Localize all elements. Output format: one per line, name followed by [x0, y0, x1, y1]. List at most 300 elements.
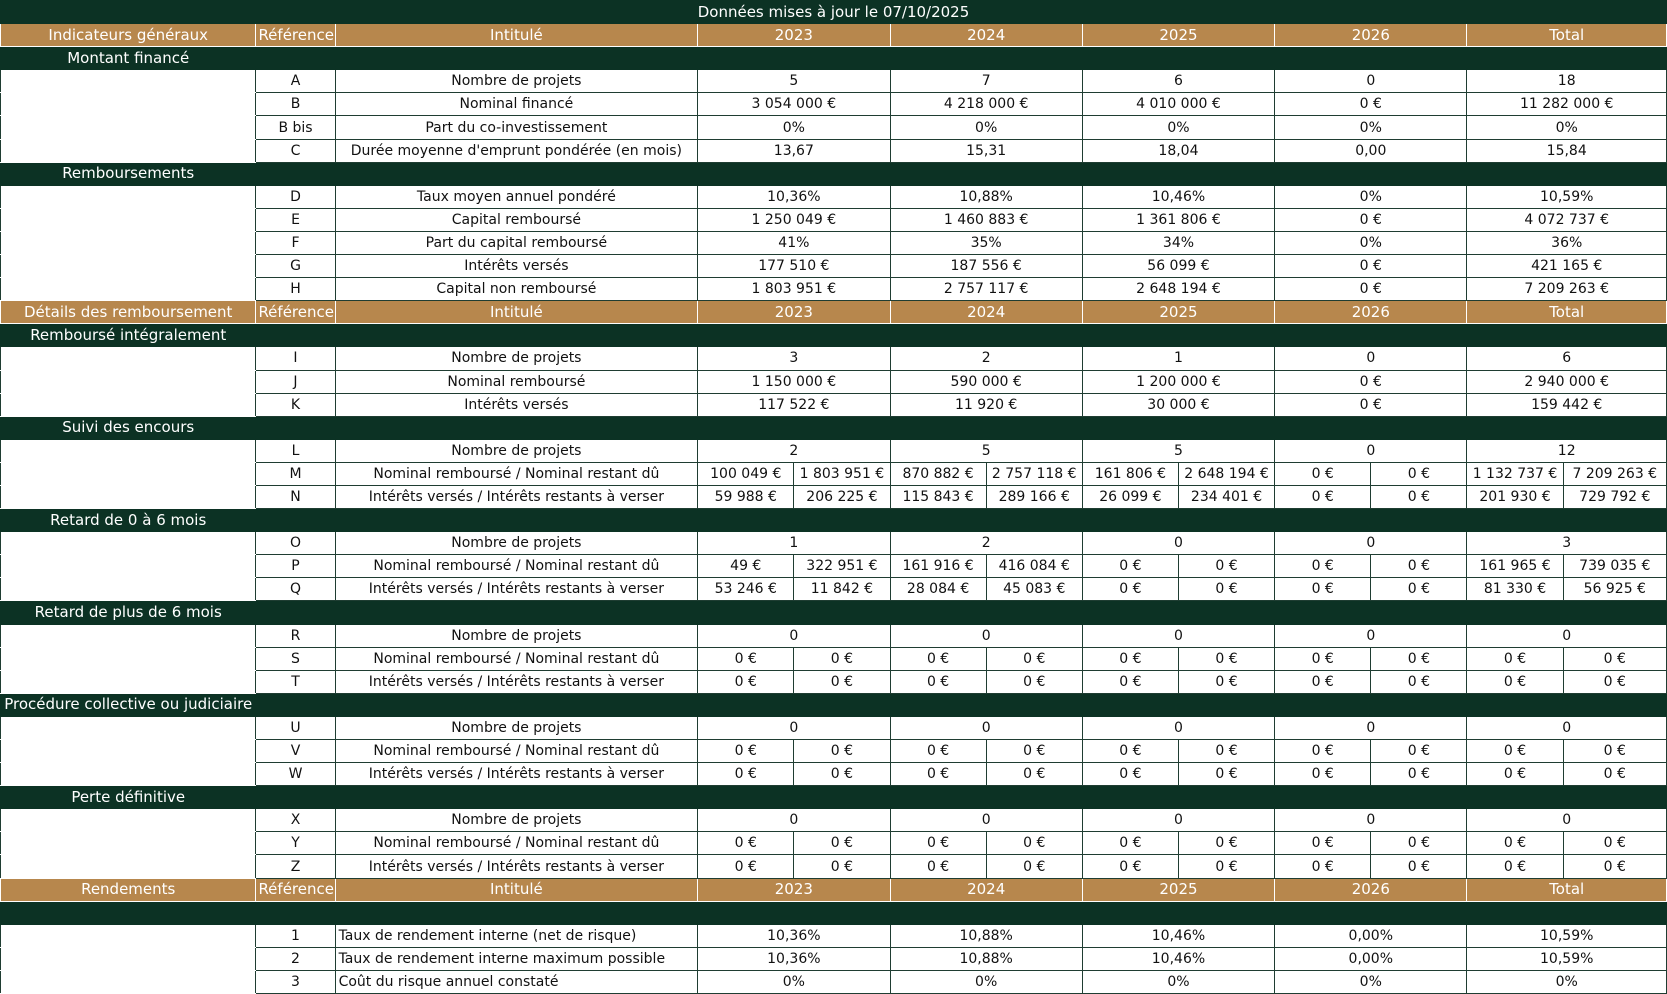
value-cell: 0 € — [1371, 740, 1467, 763]
value-cell: 0 € — [1275, 393, 1467, 416]
table-row — [1, 532, 1667, 555]
section-row — [1, 693, 1667, 716]
row-reference: R — [256, 624, 335, 647]
row-label: Part du co-investissement — [335, 116, 698, 139]
row-reference: S — [256, 647, 335, 670]
table-row — [1, 185, 1667, 208]
year-header: Total — [1467, 24, 1667, 47]
section-title: Remboursements — [1, 162, 256, 185]
table-row — [1, 370, 1667, 393]
value-cell: 0,00% — [1275, 924, 1467, 947]
row-reference: 1 — [256, 924, 335, 947]
page-title: Données mises à jour le 07/10/2025 — [1, 1, 1667, 24]
label-header: Intitulé — [335, 878, 698, 901]
block-header: Détails des remboursement — [1, 301, 256, 324]
value-cell: 0 — [890, 624, 1082, 647]
table-row — [1, 393, 1667, 416]
row-label: Coût du risque annuel constaté — [335, 970, 698, 993]
value-cell: 3 — [1467, 532, 1667, 555]
row-label: Nombre de projets — [335, 347, 698, 370]
row-label: Taux moyen annuel pondéré — [335, 185, 698, 208]
value-cell: 7 209 263 € — [1563, 462, 1666, 485]
year-header: Total — [1467, 301, 1667, 324]
value-cell: 0 € — [1178, 855, 1274, 878]
value-cell: 7 209 263 € — [1467, 278, 1667, 301]
value-cell: 0 — [1467, 624, 1667, 647]
row-spacer — [1, 832, 256, 855]
value-cell: 30 000 € — [1082, 393, 1274, 416]
value-cell: 15,31 — [890, 139, 1082, 162]
row-reference: Z — [256, 855, 335, 878]
header-row — [1, 878, 1667, 901]
value-cell: 0 — [1082, 624, 1274, 647]
value-cell: 0 € — [698, 670, 794, 693]
value-cell: 0 € — [794, 855, 890, 878]
value-cell: 1 803 951 € — [794, 462, 890, 485]
value-cell: 35% — [890, 231, 1082, 254]
section-row — [1, 509, 1667, 532]
value-cell: 0 — [1275, 532, 1467, 555]
table-row — [1, 578, 1667, 601]
value-cell: 0 — [698, 809, 890, 832]
value-cell: 2 — [890, 532, 1082, 555]
table-row — [1, 231, 1667, 254]
value-cell: 41% — [698, 231, 890, 254]
section-band — [256, 693, 1667, 716]
value-cell: 0 € — [1082, 670, 1178, 693]
row-label: Intérêts versés / Intérêts restants à verser — [335, 670, 698, 693]
value-cell: 7 — [890, 70, 1082, 93]
value-cell: 0 — [1275, 716, 1467, 739]
value-cell: 100 049 € — [698, 462, 794, 485]
table-row — [1, 763, 1667, 786]
table-row — [1, 70, 1667, 93]
value-cell: 59 988 € — [698, 485, 794, 508]
section-band — [256, 786, 1667, 809]
value-cell: 0 € — [1371, 462, 1467, 485]
label-header: Intitulé — [335, 24, 698, 47]
value-cell: 0 € — [1178, 832, 1274, 855]
section-title — [1, 901, 256, 924]
value-cell: 729 792 € — [1563, 485, 1666, 508]
section-row — [1, 47, 1667, 70]
value-cell: 0 € — [1371, 555, 1467, 578]
value-cell: 0 € — [1178, 763, 1274, 786]
value-cell: 0% — [1082, 116, 1274, 139]
value-cell: 0 — [1082, 716, 1274, 739]
section-row — [1, 416, 1667, 439]
value-cell: 1 803 951 € — [698, 278, 890, 301]
row-spacer — [1, 139, 256, 162]
section-band — [256, 324, 1667, 347]
value-cell: 0 € — [794, 740, 890, 763]
row-reference: J — [256, 370, 335, 393]
table-row — [1, 855, 1667, 878]
value-cell: 45 083 € — [986, 578, 1082, 601]
section-title: Remboursé intégralement — [1, 324, 256, 347]
value-cell: 0 — [1467, 809, 1667, 832]
year-header: 2025 — [1082, 878, 1274, 901]
row-label: Intérêts versés / Intérêts restants à verser — [335, 855, 698, 878]
value-cell: 289 166 € — [986, 485, 1082, 508]
value-cell: 0,00% — [1275, 947, 1467, 970]
value-cell: 0 € — [1275, 485, 1371, 508]
value-cell: 0 € — [1178, 740, 1274, 763]
value-cell: 0 € — [890, 763, 986, 786]
value-cell: 0 € — [1082, 647, 1178, 670]
row-label: Intérêts versés / Intérêts restants à verser — [335, 763, 698, 786]
row-reference: U — [256, 716, 335, 739]
value-cell: 0 € — [986, 670, 1082, 693]
value-cell: 0 € — [794, 647, 890, 670]
value-cell: 3 — [698, 347, 890, 370]
value-cell: 0 — [890, 809, 1082, 832]
value-cell: 590 000 € — [890, 370, 1082, 393]
year-header: 2026 — [1275, 301, 1467, 324]
value-cell: 0 — [1082, 532, 1274, 555]
value-cell: 0 — [1275, 347, 1467, 370]
value-cell: 10,36% — [698, 185, 890, 208]
value-cell: 10,59% — [1467, 185, 1667, 208]
value-cell: 870 882 € — [890, 462, 986, 485]
value-cell: 0 € — [1178, 555, 1274, 578]
value-cell: 0 € — [1371, 763, 1467, 786]
table-row — [1, 116, 1667, 139]
row-label: Nominal remboursé — [335, 370, 698, 393]
section-band — [256, 416, 1667, 439]
value-cell: 0 € — [1275, 255, 1467, 278]
value-cell: 0 € — [794, 763, 890, 786]
table-row — [1, 716, 1667, 739]
row-spacer — [1, 855, 256, 878]
row-reference: B — [256, 93, 335, 116]
value-cell: 161 965 € — [1467, 555, 1563, 578]
ref-header: Référence — [256, 24, 335, 47]
value-cell: 0% — [1275, 970, 1467, 993]
row-spacer — [1, 255, 256, 278]
row-label: Nominal remboursé / Nominal restant dû — [335, 462, 698, 485]
value-cell: 0 € — [1467, 647, 1563, 670]
value-cell: 0 € — [698, 763, 794, 786]
value-cell: 161 916 € — [890, 555, 986, 578]
section-band — [256, 601, 1667, 624]
section-band — [256, 901, 1667, 924]
row-spacer — [1, 578, 256, 601]
row-reference: Y — [256, 832, 335, 855]
table-row — [1, 139, 1667, 162]
row-spacer — [1, 740, 256, 763]
value-cell: 0% — [1275, 185, 1467, 208]
value-cell: 0 € — [1467, 832, 1563, 855]
value-cell: 0 € — [890, 855, 986, 878]
value-cell: 0 € — [1082, 832, 1178, 855]
row-spacer — [1, 716, 256, 739]
value-cell: 0 € — [1082, 740, 1178, 763]
row-reference: H — [256, 278, 335, 301]
row-spacer — [1, 763, 256, 786]
value-cell: 0% — [698, 116, 890, 139]
value-cell: 0 € — [1371, 670, 1467, 693]
year-header: 2024 — [890, 301, 1082, 324]
section-title: Retard de plus de 6 mois — [1, 601, 256, 624]
row-spacer — [1, 947, 256, 970]
block-header: Rendements — [1, 878, 256, 901]
section-title: Perte définitive — [1, 786, 256, 809]
value-cell: 0 € — [1371, 647, 1467, 670]
row-reference: Q — [256, 578, 335, 601]
table-row — [1, 462, 1667, 485]
value-cell: 0 € — [1275, 462, 1371, 485]
row-label: Capital non remboursé — [335, 278, 698, 301]
value-cell: 0 € — [1275, 832, 1371, 855]
row-spacer — [1, 555, 256, 578]
value-cell: 0 € — [1178, 647, 1274, 670]
value-cell: 0% — [1275, 231, 1467, 254]
value-cell: 0 — [1082, 809, 1274, 832]
value-cell: 0 € — [1275, 578, 1371, 601]
row-spacer — [1, 670, 256, 693]
value-cell: 6 — [1082, 70, 1274, 93]
value-cell: 2 757 118 € — [986, 462, 1082, 485]
table-row — [1, 832, 1667, 855]
value-cell: 0 € — [1275, 93, 1467, 116]
section-title: Retard de 0 à 6 mois — [1, 509, 256, 532]
ref-header: Référence — [256, 878, 335, 901]
table-row — [1, 347, 1667, 370]
value-cell: 4 010 000 € — [1082, 93, 1274, 116]
value-cell: 26 099 € — [1082, 485, 1178, 508]
section-title: Procédure collective ou judiciaire — [1, 693, 256, 716]
value-cell: 0 € — [1275, 555, 1371, 578]
value-cell: 0 € — [1371, 578, 1467, 601]
row-label: Nombre de projets — [335, 70, 698, 93]
value-cell: 34% — [1082, 231, 1274, 254]
table-row — [1, 924, 1667, 947]
value-cell: 1 — [1082, 347, 1274, 370]
table-row — [1, 439, 1667, 462]
row-spacer — [1, 370, 256, 393]
table-row — [1, 208, 1667, 231]
section-row — [1, 324, 1667, 347]
row-reference: E — [256, 208, 335, 231]
value-cell: 10,36% — [698, 924, 890, 947]
row-reference: O — [256, 532, 335, 555]
value-cell: 161 806 € — [1082, 462, 1178, 485]
year-header: 2026 — [1275, 24, 1467, 47]
row-reference: C — [256, 139, 335, 162]
value-cell: 0 € — [1275, 647, 1371, 670]
table-row — [1, 93, 1667, 116]
row-reference: 2 — [256, 947, 335, 970]
table-row — [1, 740, 1667, 763]
row-spacer — [1, 439, 256, 462]
value-cell: 0% — [1467, 970, 1667, 993]
value-cell: 28 084 € — [890, 578, 986, 601]
value-cell: 0 € — [1275, 855, 1371, 878]
year-header: 2023 — [698, 301, 890, 324]
row-label: Nombre de projets — [335, 532, 698, 555]
value-cell: 0 € — [1563, 670, 1666, 693]
value-cell: 416 084 € — [986, 555, 1082, 578]
section-title: Montant financé — [1, 47, 256, 70]
value-cell: 0 € — [698, 855, 794, 878]
value-cell: 0 € — [890, 647, 986, 670]
value-cell: 2 648 194 € — [1178, 462, 1274, 485]
value-cell: 4 072 737 € — [1467, 208, 1667, 231]
value-cell: 0 € — [1275, 670, 1371, 693]
value-cell: 53 246 € — [698, 578, 794, 601]
value-cell: 10,46% — [1082, 947, 1274, 970]
row-reference: G — [256, 255, 335, 278]
section-band — [256, 47, 1667, 70]
value-cell: 0 € — [1467, 670, 1563, 693]
value-cell: 3 054 000 € — [698, 93, 890, 116]
value-cell: 0 — [698, 716, 890, 739]
year-header: 2023 — [698, 24, 890, 47]
value-cell: 0,00 — [1275, 139, 1467, 162]
row-reference: K — [256, 393, 335, 416]
value-cell: 36% — [1467, 231, 1667, 254]
row-spacer — [1, 924, 256, 947]
value-cell: 0 € — [1563, 763, 1666, 786]
table-row — [1, 809, 1667, 832]
value-cell: 0 € — [698, 740, 794, 763]
value-cell: 10,36% — [698, 947, 890, 970]
value-cell: 187 556 € — [890, 255, 1082, 278]
value-cell: 0 € — [1371, 832, 1467, 855]
value-cell: 1 361 806 € — [1082, 208, 1274, 231]
value-cell: 177 510 € — [698, 255, 890, 278]
row-spacer — [1, 532, 256, 555]
year-header: 2024 — [890, 878, 1082, 901]
year-header: 2023 — [698, 878, 890, 901]
row-reference: W — [256, 763, 335, 786]
value-cell: 201 930 € — [1467, 485, 1563, 508]
block-header: Indicateurs généraux — [1, 24, 256, 47]
value-cell: 10,88% — [890, 185, 1082, 208]
row-reference: L — [256, 439, 335, 462]
value-cell: 1 200 000 € — [1082, 370, 1274, 393]
row-label: Taux de rendement interne (net de risque) — [335, 924, 698, 947]
value-cell: 0% — [890, 116, 1082, 139]
value-cell: 4 218 000 € — [890, 93, 1082, 116]
value-cell: 0 — [698, 624, 890, 647]
table-row — [1, 670, 1667, 693]
value-cell: 0 — [1275, 624, 1467, 647]
value-cell: 421 165 € — [1467, 255, 1667, 278]
value-cell: 11 842 € — [794, 578, 890, 601]
row-reference: P — [256, 555, 335, 578]
value-cell: 2 648 194 € — [1082, 278, 1274, 301]
value-cell: 0 € — [698, 647, 794, 670]
row-label: Nombre de projets — [335, 439, 698, 462]
value-cell: 0 € — [1275, 208, 1467, 231]
value-cell: 0% — [1275, 116, 1467, 139]
value-cell: 0% — [890, 970, 1082, 993]
label-header: Intitulé — [335, 301, 698, 324]
value-cell: 1 132 737 € — [1467, 462, 1563, 485]
value-cell: 15,84 — [1467, 139, 1667, 162]
row-reference: V — [256, 740, 335, 763]
value-cell: 81 330 € — [1467, 578, 1563, 601]
row-spacer — [1, 462, 256, 485]
value-cell: 0 € — [1082, 578, 1178, 601]
value-cell: 0 € — [986, 763, 1082, 786]
value-cell: 0 € — [1467, 763, 1563, 786]
header-row — [1, 301, 1667, 324]
row-reference: M — [256, 462, 335, 485]
value-cell: 5 — [890, 439, 1082, 462]
value-cell: 0 € — [1178, 670, 1274, 693]
row-label: Taux de rendement interne maximum possible — [335, 947, 698, 970]
year-header: 2026 — [1275, 878, 1467, 901]
value-cell: 0 € — [1371, 485, 1467, 508]
row-reference: B bis — [256, 116, 335, 139]
row-label: Part du capital remboursé — [335, 231, 698, 254]
value-cell: 0% — [698, 970, 890, 993]
row-label: Nombre de projets — [335, 716, 698, 739]
row-reference: D — [256, 185, 335, 208]
value-cell: 0 € — [986, 832, 1082, 855]
value-cell: 0 € — [1371, 855, 1467, 878]
value-cell: 0 € — [1082, 855, 1178, 878]
value-cell: 2 940 000 € — [1467, 370, 1667, 393]
value-cell: 10,88% — [890, 947, 1082, 970]
row-spacer — [1, 647, 256, 670]
value-cell: 1 460 883 € — [890, 208, 1082, 231]
row-label: Nombre de projets — [335, 809, 698, 832]
value-cell: 322 951 € — [794, 555, 890, 578]
row-label: Nominal remboursé / Nominal restant dû — [335, 832, 698, 855]
table-row — [1, 947, 1667, 970]
row-spacer — [1, 624, 256, 647]
value-cell: 49 € — [698, 555, 794, 578]
row-spacer — [1, 231, 256, 254]
row-reference: 3 — [256, 970, 335, 993]
year-header: Total — [1467, 878, 1667, 901]
table-row — [1, 970, 1667, 993]
value-cell: 159 442 € — [1467, 393, 1667, 416]
row-label: Intérêts versés — [335, 255, 698, 278]
value-cell: 10,88% — [890, 924, 1082, 947]
row-reference: A — [256, 70, 335, 93]
value-cell: 2 757 117 € — [890, 278, 1082, 301]
value-cell: 0 € — [698, 832, 794, 855]
value-cell: 206 225 € — [794, 485, 890, 508]
year-header: 2025 — [1082, 24, 1274, 47]
row-spacer — [1, 485, 256, 508]
section-row — [1, 786, 1667, 809]
value-cell: 0 € — [986, 647, 1082, 670]
row-label: Durée moyenne d'emprunt pondérée (en mois) — [335, 139, 698, 162]
value-cell: 5 — [1082, 439, 1274, 462]
value-cell: 10,46% — [1082, 924, 1274, 947]
row-label: Nominal remboursé / Nominal restant dû — [335, 555, 698, 578]
value-cell: 234 401 € — [1178, 485, 1274, 508]
value-cell: 0% — [1082, 970, 1274, 993]
value-cell: 0 € — [890, 670, 986, 693]
value-cell: 0 — [1275, 439, 1467, 462]
value-cell: 18 — [1467, 70, 1667, 93]
table-row — [1, 485, 1667, 508]
value-cell: 0 € — [1563, 740, 1666, 763]
value-cell: 739 035 € — [1563, 555, 1666, 578]
value-cell: 1 150 000 € — [698, 370, 890, 393]
ref-header: Référence — [256, 301, 335, 324]
value-cell: 10,59% — [1467, 947, 1667, 970]
value-cell: 11 282 000 € — [1467, 93, 1667, 116]
section-row — [1, 601, 1667, 624]
